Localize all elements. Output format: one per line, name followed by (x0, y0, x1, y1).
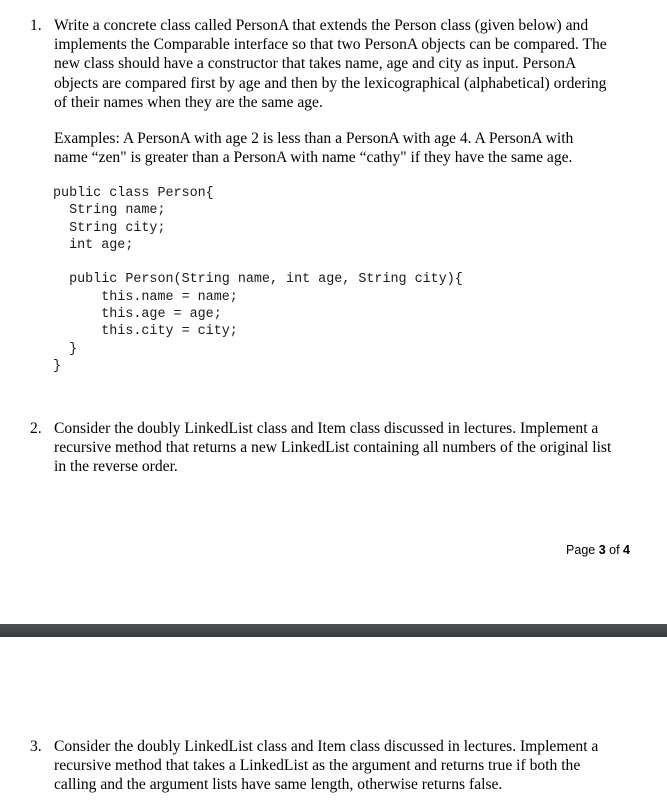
current-page-number: 3 (598, 543, 606, 557)
text-line: new class should have a constructor that takes name, age and city as input. PersonA (54, 55, 577, 73)
question-number: 3. (30, 738, 42, 755)
question-number: 2. (30, 420, 42, 437)
question-1-examples (54, 129, 654, 169)
text-line: Consider the doubly LinkedList class and Item class discussed in lectures. Implement a (54, 738, 599, 755)
text-line: implements the Comparable interface so that two PersonA objects can be compared. The (54, 36, 607, 54)
text-line: calling and the argument lists have same length, otherwise returns false. (54, 776, 503, 794)
text-line: Examples: A PersonA with age 2 is less than a PersonA with age 4. A PersonA with (54, 130, 574, 147)
page-separator (0, 624, 667, 637)
question-1 (30, 16, 640, 116)
question-text (54, 16, 607, 112)
text-line: Write a concrete class called PersonA that extends the Person class (given below) and (54, 17, 589, 34)
text-line: of their names when they are the same age. (54, 93, 323, 111)
code-block-person-class: public class Person{ String name; String city; int age; public Person(String name, int age, String city){ this.name = name; this.age = age; this.city = city; } } (53, 186, 463, 374)
question-3 (30, 737, 640, 797)
text-line: in the reverse order. (54, 458, 178, 476)
document-page-4 (0, 637, 667, 800)
text-line: Consider the doubly LinkedList class and Item class discussed in lectures. Implement a (54, 420, 599, 437)
text-line: name “zen" is greater than a PersonA with name “cathy" if they have the same age. (54, 149, 573, 167)
question-text (54, 737, 598, 795)
question-2 (30, 419, 640, 479)
text-line: recursive method that takes a LinkedList as the argument and returns true if both the (54, 757, 581, 775)
page-number-footer (566, 543, 630, 557)
question-number: 1. (30, 17, 42, 34)
footer-prefix: Page (566, 543, 599, 557)
total-page-count: 4 (623, 543, 630, 557)
footer-of: of (605, 543, 624, 557)
text-line: recursive method that returns a new LinkedList containing all numbers of the original list (54, 439, 612, 457)
text-line: objects are compared first by age and then by the lexicographical (alphabetical) ordering (54, 74, 607, 92)
question-text (54, 419, 611, 477)
